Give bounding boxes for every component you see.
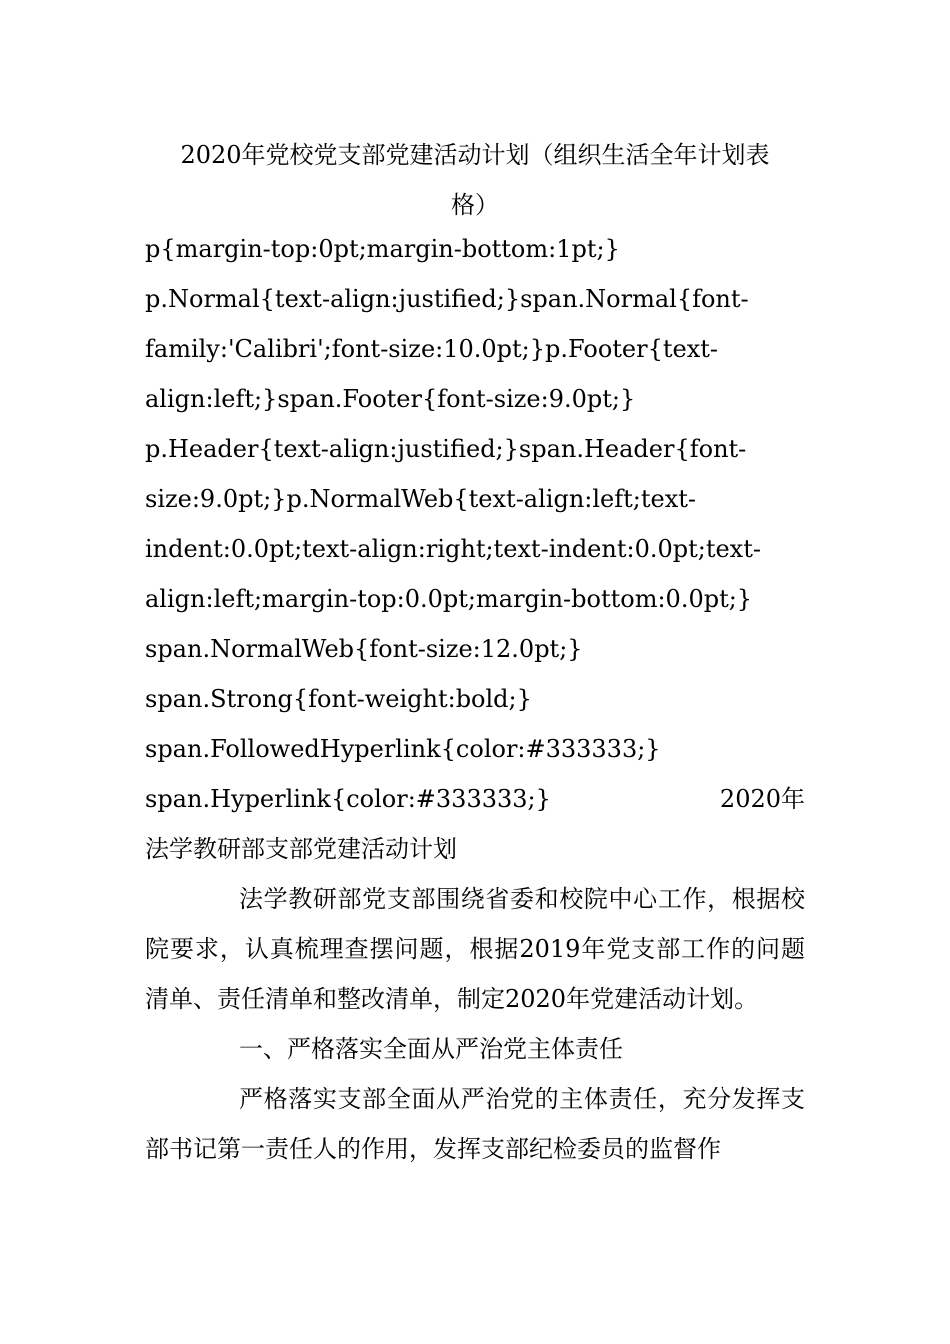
css-dump-line: family:'Calibri';font-size:10.0pt;}p.Footer{text- (145, 335, 718, 363)
css-dump-line: p{margin-top:0pt;margin-bottom:1pt;} (145, 235, 620, 263)
title-line-1: 2020年党校党支部党建活动计划（组织生活全年计划表 (180, 141, 770, 169)
css-dump-line: align:left;}span.Footer{font-size:9.0pt;} (145, 385, 636, 413)
subtitle: 法学教研部支部党建活动计划 (145, 835, 457, 863)
section-paragraph: 严格落实支部全面从严治党的主体责任，充分发挥支部书记第一责任人的作用，发挥支部纪检委员的监督作 (145, 1085, 805, 1163)
css-dump-line: span.FollowedHyperlink{color:#333333;} (145, 735, 661, 763)
css-dump-line: span.Hyperlink{color:#333333;} (145, 785, 551, 813)
css-dump-line: span.NormalWeb{font-size:12.0pt;} (145, 635, 583, 663)
section-heading: 一、严格落实全面从严治党主体责任 (239, 1035, 623, 1063)
document-body (145, 224, 805, 1174)
css-dump-line: span.Strong{font-weight:bold;} (145, 685, 532, 713)
css-dump-last-row (145, 774, 805, 824)
title-line-2: 格） (451, 191, 499, 219)
css-dump-line: align:left;margin-top:0.0pt;margin-bottom:0.0pt;} (145, 585, 753, 613)
year-label: 2020年 (719, 785, 805, 813)
intro-paragraph: 法学教研部党支部围绕省委和校院中心工作，根据校院要求，认真梳理查摆问题，根据2019年党支部工作的问题清单、责任清单和整改清单，制定2020年党建活动计划。 (145, 885, 805, 1013)
css-dump-line: p.Header{text-align:justified;}span.Header{font- (145, 435, 747, 463)
css-dump-line: p.Normal{text-align:justified;}span.Normal{font- (145, 285, 749, 313)
document-title (145, 130, 805, 230)
css-dump-line: indent:0.0pt;text-align:right;text-indent:0.0pt;text- (145, 535, 761, 563)
css-dump-line: size:9.0pt;}p.NormalWeb{text-align:left;text- (145, 485, 696, 513)
